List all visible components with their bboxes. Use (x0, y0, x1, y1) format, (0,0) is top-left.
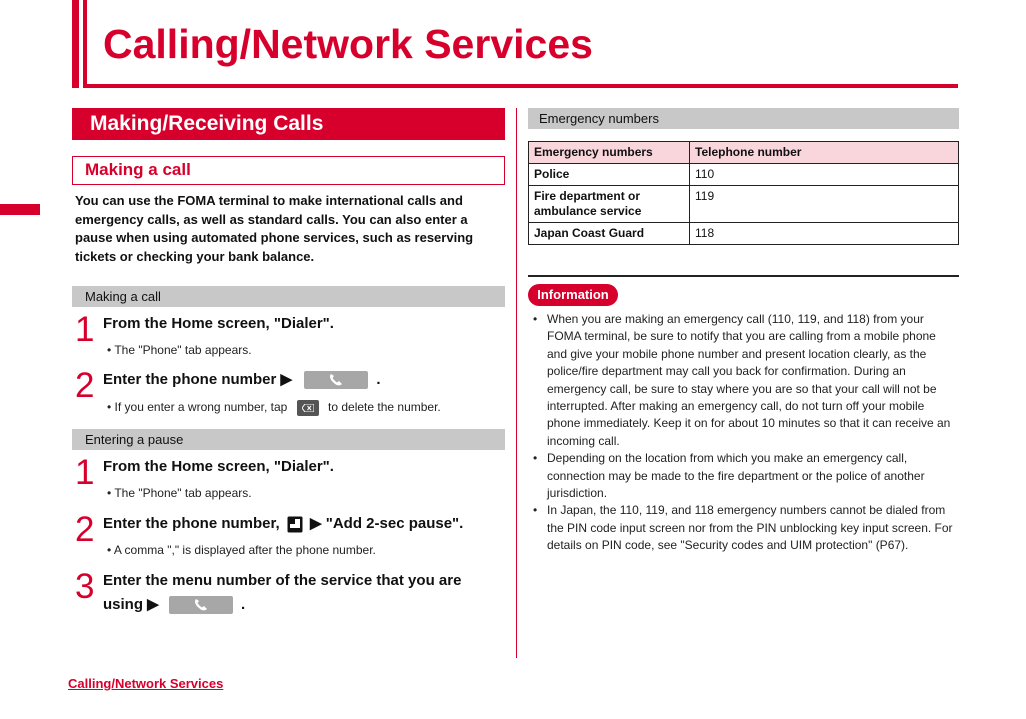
table-row (529, 186, 959, 223)
table-header-row (529, 142, 959, 164)
column-header: Telephone number (690, 142, 959, 164)
cell-name: Police (529, 164, 690, 186)
cell-number: 110 (690, 164, 959, 186)
call-icon (193, 598, 209, 612)
step-note-text: The "Phone" tab appears. (114, 486, 252, 500)
step-text: From the Home screen, "Dialer". (103, 458, 334, 475)
making-call-heading: Making a call (85, 289, 161, 304)
cell-number: 118 (690, 223, 959, 245)
step-text-after: . (241, 596, 246, 613)
list-item: • In Japan, the 110, 119, and 118 emergency numbers cannot be dialed from the PIN code input screen nor from the PIN unblocking key input screen. For details on PIN code, see "Security codes and UIM protection" (P67). (532, 502, 957, 554)
entering-pause-heading: Entering a pause (85, 432, 184, 447)
footer-link[interactable]: Calling/Network Services (68, 676, 224, 691)
cell-name: Fire department or ambulance service (529, 186, 690, 223)
side-tab-marker (0, 204, 40, 215)
delete-key-icon (302, 404, 314, 412)
menu-key (287, 516, 303, 533)
header-bar-left-thin (83, 0, 87, 88)
cell-name: Japan Coast Guard (529, 223, 690, 245)
step-text-after: . (376, 371, 381, 388)
step-number: 2 (75, 366, 95, 405)
menu-key-icon (287, 516, 303, 533)
table-row (529, 164, 959, 186)
step-number: 1 (75, 310, 95, 349)
column-header: Emergency numbers (529, 142, 690, 164)
subsection-title: Making a call (85, 160, 191, 179)
section-title: Making/Receiving Calls (90, 112, 324, 135)
page-title: Calling/Network Services (103, 21, 593, 67)
call-button (304, 371, 368, 389)
step-text-before: Enter the phone number ▶ (103, 371, 293, 388)
step-text (103, 369, 381, 391)
delete-key (297, 400, 319, 416)
step-text: From the Home screen, "Dialer". (103, 315, 334, 332)
step-text-before: Enter the phone number, (103, 515, 280, 532)
step-number: 2 (75, 510, 95, 549)
step-text-after: ▶ "Add 2-sec pause". (310, 515, 464, 532)
step-note-text: The "Phone" tab appears. (114, 343, 252, 357)
list-item: • When you are making an emergency call (110, 119, and 118) from your FOMA terminal, be sure to notify that you are calling from a mobile phone and give your mobile phone number and present location clearly, as the police/fire department may call you back for confirmation. During an emergency call, be sure to stay where you are so that your call will not be interrupted. After making an emergency call, do not turn off your mobile phone immediately. Keep it on for about 10 minutes so that it can receive an incoming call. (532, 311, 957, 450)
step-text-before: using ▶ (103, 596, 159, 613)
step-note: • If you enter a wrong number, tap to delete the number. (107, 400, 441, 414)
step-number: 3 (75, 567, 95, 606)
table-row (529, 223, 959, 245)
emergency-table (528, 141, 959, 245)
call-button (169, 596, 233, 614)
list-item: • Depending on the location from which you make an emergency call, connection may be made to the fire department or the police of another jurisdiction. (532, 450, 957, 502)
step-number: 1 (75, 453, 95, 492)
emergency-heading: Emergency numbers (539, 111, 659, 126)
step-note: • The "Phone" tab appears. (107, 486, 252, 500)
header-underline (83, 84, 958, 88)
call-icon (328, 373, 344, 387)
information-badge: Information (528, 284, 618, 306)
step-note: • A comma "," is displayed after the phone number. (107, 543, 376, 557)
step-note-before: If you enter a wrong number, tap (114, 400, 288, 414)
header-bar-left-thick (72, 0, 79, 88)
column-divider (516, 108, 517, 658)
information-list (532, 311, 957, 555)
step-note-text: A comma "," is displayed after the phone number. (113, 543, 376, 557)
step-text-line1: Enter the menu number of the service that you are (103, 572, 462, 589)
step-note-after: to delete the number. (328, 400, 441, 414)
step-text (103, 513, 463, 535)
intro-paragraph: You can use the FOMA terminal to make international calls and emergency calls, as well as standard calls. You can also enter a pause when using automated phone services, such as reserving tickets or checking your bank balance. (75, 193, 474, 264)
step-note: • The "Phone" tab appears. (107, 343, 252, 357)
information-rule (528, 275, 959, 277)
cell-number: 119 (690, 186, 959, 223)
step-text-line2 (103, 594, 245, 616)
